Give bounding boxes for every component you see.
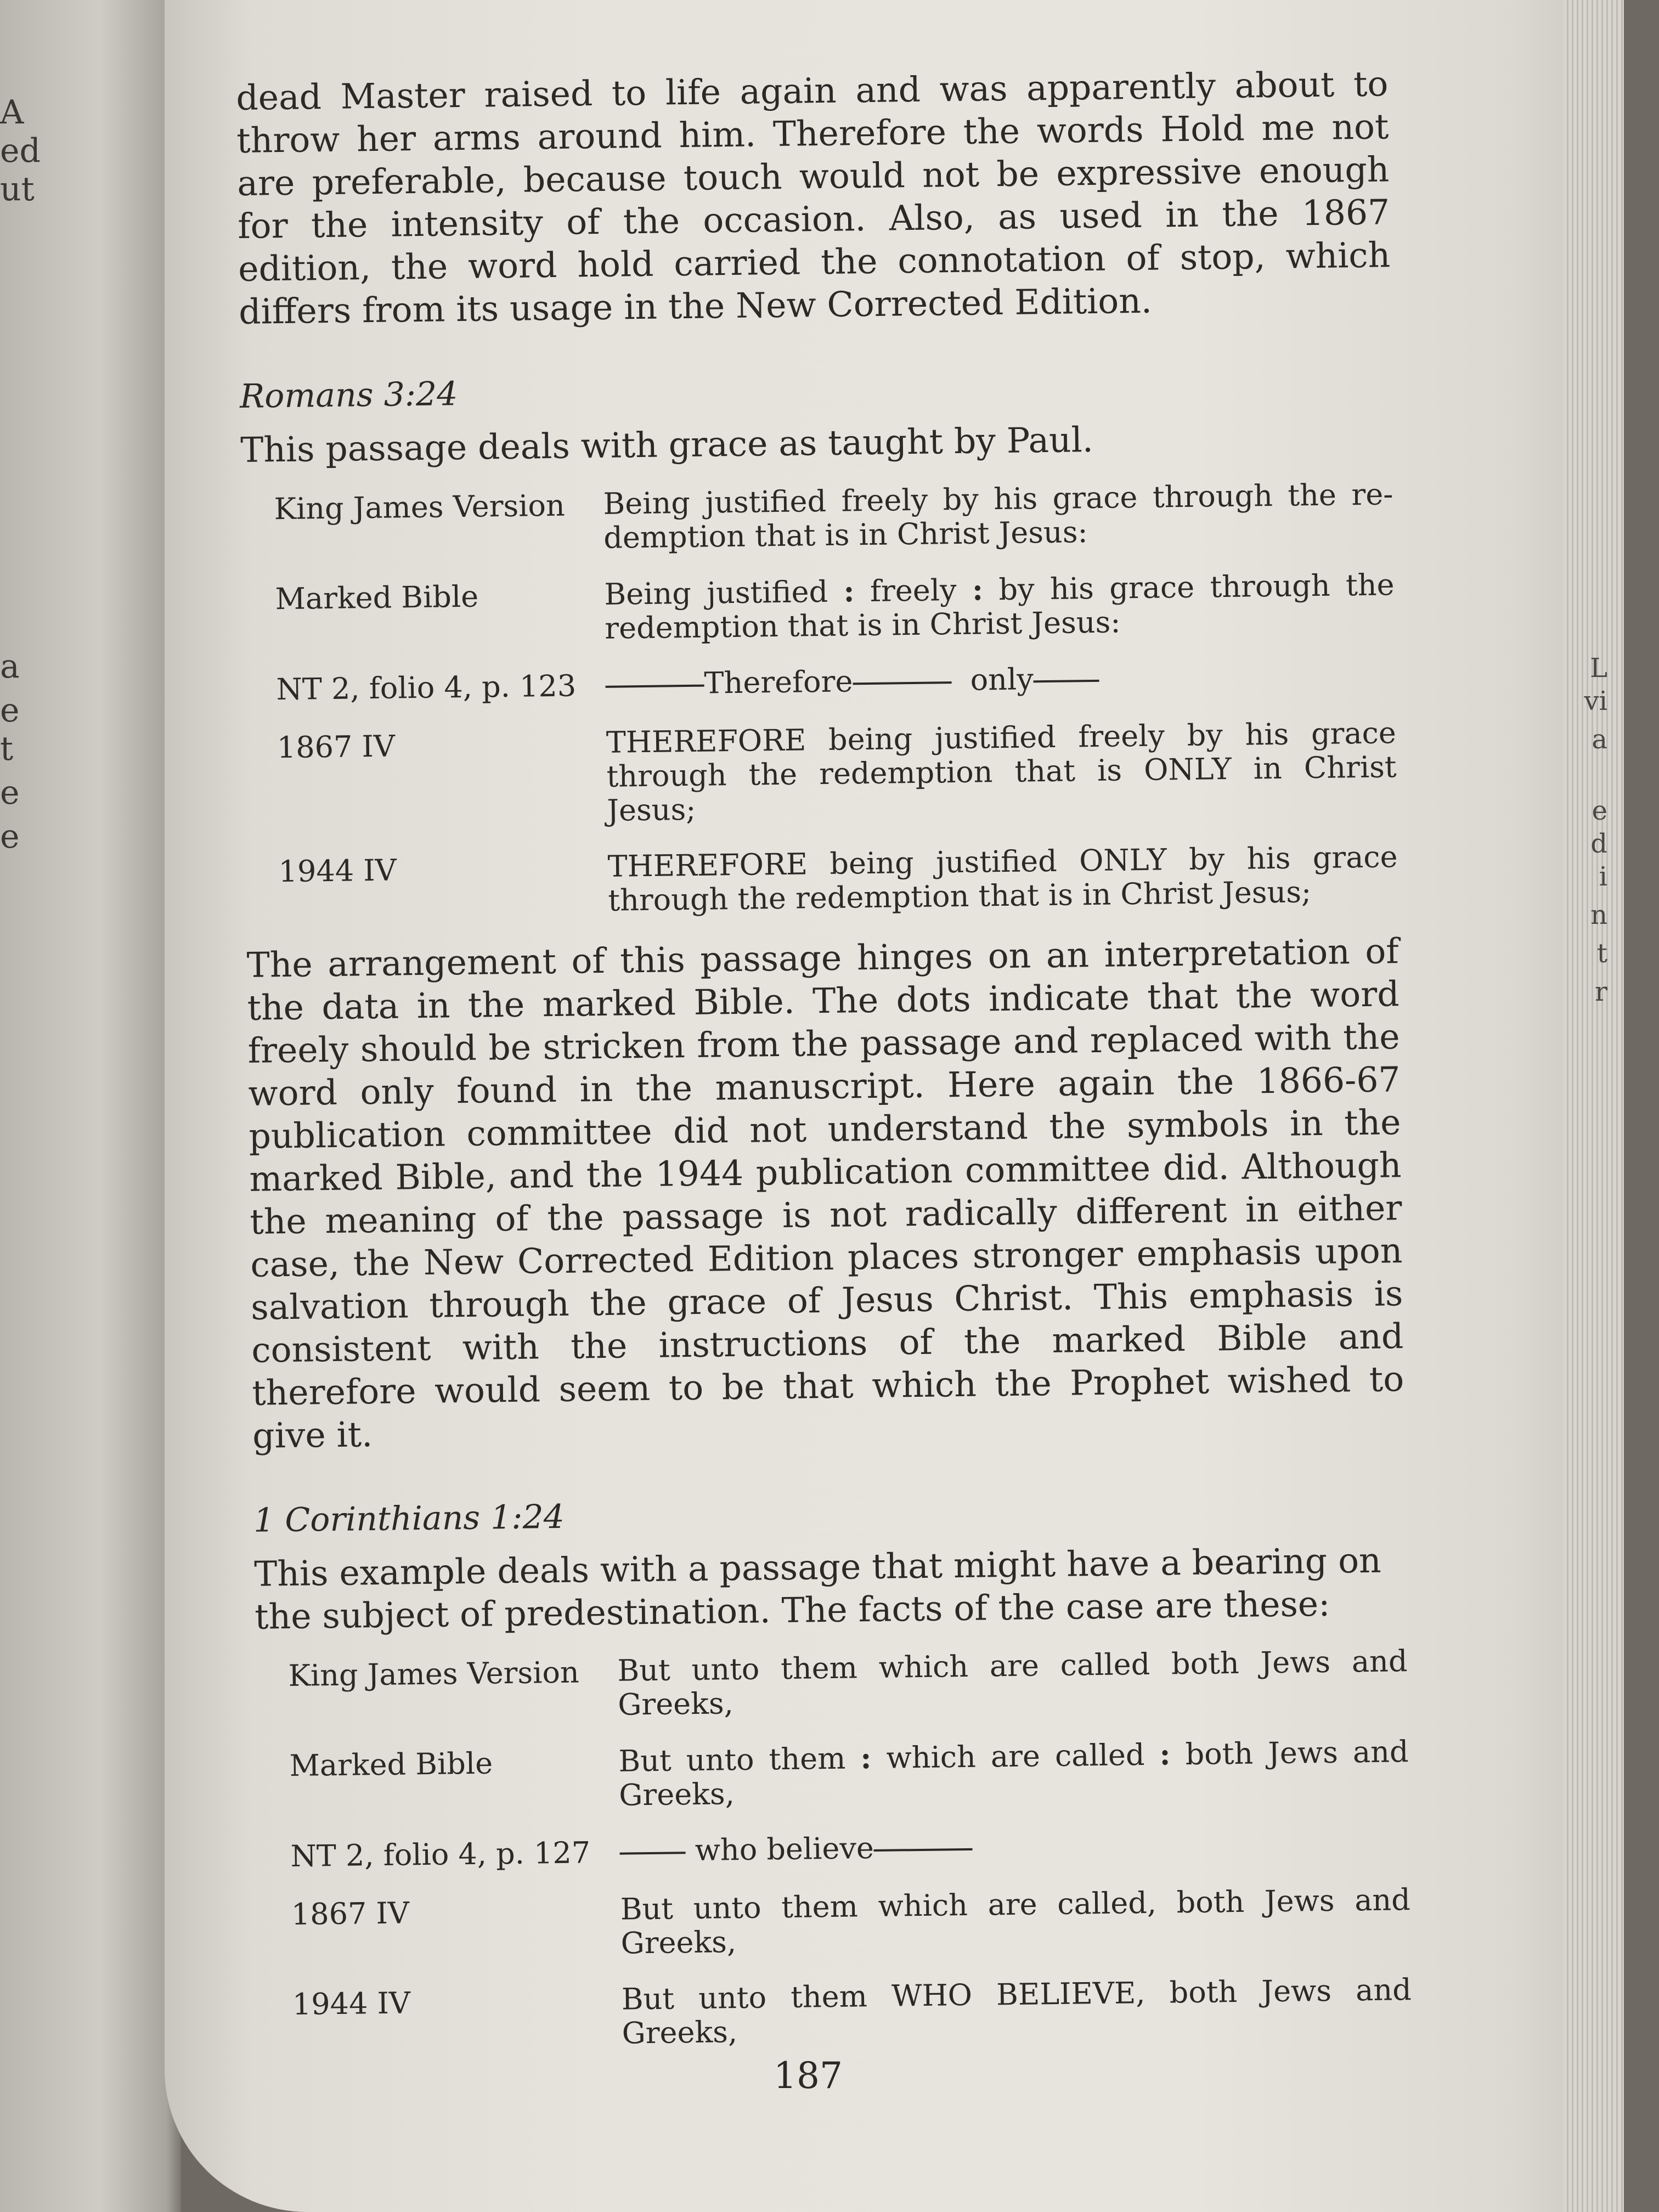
- comparison-row: [242, 567, 1395, 650]
- verse-text: But unto them which are called, both Jews and Greeks,: [620, 1882, 1411, 1961]
- right-edge-char: r: [1595, 977, 1607, 1007]
- left-edge-char: t: [0, 730, 14, 768]
- comparison-row: [241, 477, 1393, 560]
- comparison-row: [258, 1883, 1411, 1965]
- comparison-row: [255, 1644, 1408, 1726]
- manuscript-insertion: [605, 658, 1396, 704]
- inserted-word: who believe: [695, 1831, 874, 1868]
- source-label: King James Version: [288, 1655, 580, 1694]
- right-edge-char: n: [1590, 900, 1607, 930]
- section-heading-romans: Romans 3:24: [239, 375, 458, 416]
- left-edge-char: e: [0, 691, 20, 730]
- blank-rule: [620, 1852, 686, 1854]
- comparison-row: [259, 1973, 1412, 2055]
- marking-dots-symbol: :: [860, 1740, 872, 1776]
- comparison-row: [243, 658, 1396, 708]
- left-edge-char: A: [0, 93, 24, 132]
- left-edge-char: e: [0, 817, 20, 856]
- comparison-row: [256, 1734, 1409, 1817]
- marking-dots-symbol: :: [972, 572, 984, 607]
- marking-dots-symbol: :: [843, 573, 855, 609]
- blank-rule: [853, 681, 951, 685]
- source-label: 1867 IV: [291, 1895, 410, 1932]
- verse-text: THEREFORE being justified ONLY by his grace through the redemption that is in Christ Jesus;: [607, 839, 1398, 918]
- page-number: 187: [774, 2055, 843, 2097]
- blank-rule: [874, 1848, 973, 1852]
- section-intro: This passage deals with grace as taught by Paul.: [240, 419, 1094, 470]
- section-intro: This example deals with a passage that might have a bearing on the subject of predestination. The facts of the case are these:: [253, 1540, 1382, 1637]
- source-label: NT 2, folio 4, p. 127: [290, 1835, 591, 1874]
- comparison-row: [257, 1825, 1410, 1875]
- adjacent-left-page: [0, 0, 181, 2212]
- marking-dots-symbol: :: [1159, 1736, 1171, 1772]
- verse-text-part: But unto them: [618, 1741, 846, 1779]
- verse-text-part: freely: [870, 573, 957, 608]
- inserted-word: Therefore: [704, 664, 853, 701]
- inserted-word: only: [970, 662, 1034, 697]
- right-edge-char: L: [1590, 653, 1607, 684]
- source-label: 1944 IV: [292, 1985, 411, 2022]
- source-label: 1867 IV: [276, 729, 396, 765]
- intro-paragraph: dead Master raised to life again and was apparently about to throw her arms around him. Therefore the words Hold me not are preferable, because touch would not be expressive enough for the intensity of the occasion. Also, as used in the 1867 edition, the word hold carried the connotation of stop, which differs from its usage in the New Corrected Edition.: [236, 64, 1391, 332]
- source-label: Marked Bible: [275, 579, 479, 617]
- manuscript-insertion: [619, 1825, 1410, 1871]
- right-edge-char: d: [1590, 828, 1607, 859]
- verse-text-part: by his grace through the redemption that is in Christ Jesus:: [604, 567, 1395, 646]
- right-edge-char: e: [1592, 795, 1607, 826]
- verse-text-part: Being justified: [604, 574, 828, 612]
- left-edge-char: e: [0, 774, 20, 812]
- page-content: [236, 63, 1412, 2076]
- left-edge-char: ut: [0, 170, 35, 208]
- page-edge-stack: [1564, 0, 1624, 2212]
- blank-rule: [606, 685, 704, 688]
- source-label: Marked Bible: [289, 1746, 493, 1784]
- right-edge-char: t: [1596, 938, 1607, 969]
- left-edge-char: ed: [0, 132, 41, 170]
- section-heading-corinthians: 1 Corinthians 1:24: [253, 1497, 565, 1540]
- source-label: NT 2, folio 4, p. 123: [276, 668, 577, 707]
- verse-text: But unto them which are called both Jews and Greeks,: [617, 1644, 1408, 1722]
- right-edge-char: vi: [1584, 686, 1607, 716]
- right-edge-char: a: [1592, 724, 1607, 755]
- verse-text-part: both Jews and Greeks,: [618, 1734, 1409, 1813]
- source-label: 1944 IV: [278, 853, 397, 889]
- verse-text-part: which are called: [886, 1737, 1145, 1775]
- comparison-row: [244, 716, 1397, 832]
- verse-text: THEREFORE being justified freely by his grace through the redemption that is ONLY in Christ Jesus;: [606, 715, 1397, 828]
- source-label: King James Version: [274, 488, 566, 527]
- right-edge-char: i: [1599, 861, 1607, 892]
- verse-text-marked: [618, 1734, 1409, 1813]
- discussion-paragraph: The arrangement of this passage hinges on an interpretation of the data in the marked Bible. The dots indicate that the word freely should be stricken from the passage and replaced with the word only found in the manuscript. Here again the 1866-67 publication committee did not understand the symbols in the marked Bible, and the 1944 publication committee did. Although the meaning of the passage is not radically different in either case, the New Corrected Edition places stronger emphasis upon salvation through the grace of Jesus Christ. This emphasis is consistent with the instructions of the marked Bible and therefore would seem to be that which the Prophet wished to give it.: [246, 931, 1404, 1456]
- blank-rule: [1034, 680, 1099, 682]
- left-edge-char: a: [0, 647, 20, 686]
- verse-text-marked: [604, 567, 1395, 646]
- verse-text: But unto them WHO BELIEVE, both Jews and Greeks,: [621, 1972, 1412, 2051]
- comparison-row: [245, 840, 1398, 922]
- verse-text: Being justified freely by his grace through the re-demption that is in Christ Jesus:: [603, 477, 1393, 555]
